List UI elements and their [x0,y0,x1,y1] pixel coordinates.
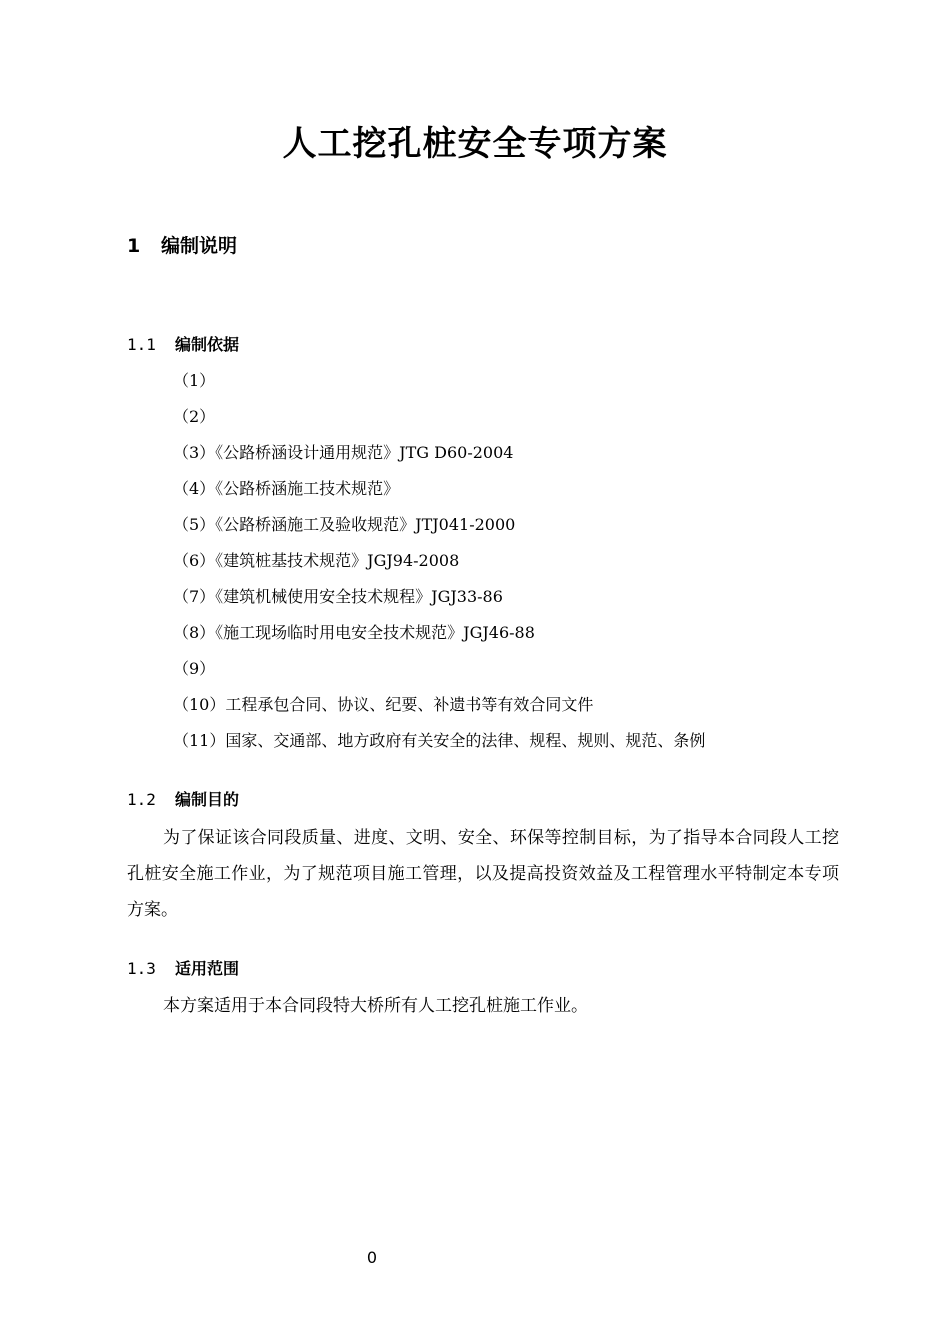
section-1-2-heading [127,788,239,812]
page-number: 0 [366,1248,378,1267]
section-1-3-number: 1.3 [127,959,156,978]
reference-item: （5）《公路桥涵施工及验收规范》JTJ041-2000 [173,515,516,534]
section-1-1-heading [127,333,239,357]
reference-item: （9） [173,659,216,678]
reference-item: （4）《公路桥涵施工技术规范》 [173,479,400,498]
reference-item: （1） [173,371,216,390]
section-1-1-number: 1.1 [127,335,156,354]
reference-item: （2） [173,407,216,426]
reference-item: （11）国家、交通部、地方政府有关安全的法律、规程、规则、规范、条例 [173,731,706,750]
section-1-title: 编制说明 [161,235,238,257]
section-1-2-number: 1.2 [127,790,156,809]
section-1-3-heading [127,957,239,981]
section-1-2-title: 编制目的 [175,790,240,809]
reference-item: （6）《建筑桩基技术规范》JGJ94-2008 [173,551,460,570]
section-1-3-title: 适用范围 [175,959,240,978]
document-title: 人工挖孔桩安全专项方案 [282,124,668,164]
reference-item: （3）《公路桥涵设计通用规范》JTG D60-2004 [173,443,514,462]
reference-list [173,368,705,764]
section-1-3-paragraph: 本方案适用于本合同段特大桥所有人工挖孔桩施工作业。 [163,996,588,1016]
section-1-1-title: 编制依据 [175,335,240,354]
reference-item: （8）《施工现场临时用电安全技术规范》JGJ46-88 [173,623,535,642]
section-1-2-paragraph: 为了保证该合同段质量、进度、文明、安全、环保等控制目标，为了指导本合同段人工挖孔桩安全施工作业，为了规范项目施工管理，以及提高投资效益及工程管理水平特制定本专项方案。 [127,828,839,920]
section-1-heading [127,232,237,260]
reference-item: （10）工程承包合同、协议、纪要、补遗书等有效合同文件 [173,695,594,714]
reference-item: （7）《建筑机械使用安全技术规程》JGJ33-86 [173,587,503,606]
section-1-number: 1 [127,235,141,257]
